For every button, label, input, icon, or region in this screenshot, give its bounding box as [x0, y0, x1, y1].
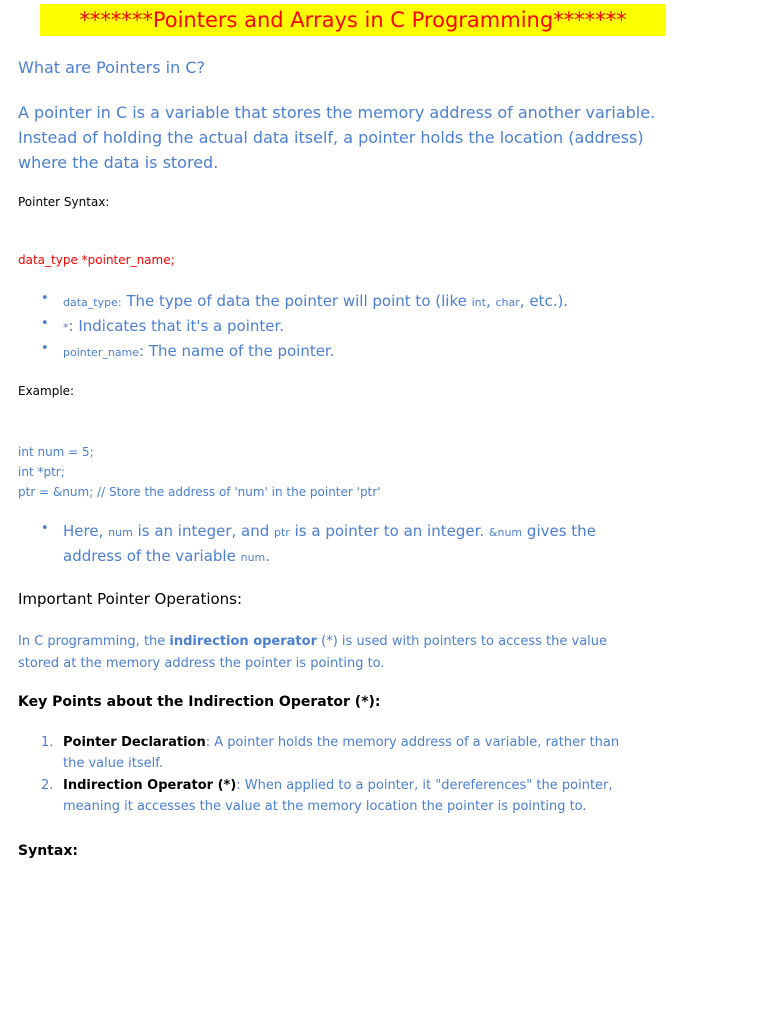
bullet-text: : The name of the pointer.: [139, 342, 335, 360]
key-points-heading: Key Points about the Indirection Operator (*):: [18, 694, 381, 710]
here-text: is a pointer to an integer.: [289, 522, 489, 540]
indirection-paragraph: [18, 631, 607, 675]
bullet-dot-icon: •: [41, 291, 49, 306]
code-line: int num = 5;: [18, 445, 94, 459]
numbered-item-1: [41, 735, 620, 750]
intro-line: where the data is stored.: [18, 153, 219, 172]
page-title: *******Pointers and Arrays in C Programming*******: [79, 8, 627, 32]
code-line: ptr = &num; // Store the address of 'num' in the pointer 'ptr': [18, 485, 381, 499]
example-label: Example:: [18, 384, 75, 398]
bullet-text-end: , etc.).: [519, 292, 569, 310]
here-text: is an integer, and: [132, 522, 275, 540]
code-ptr: ptr: [274, 526, 290, 539]
item-text: : A pointer holds the memory address of a variable, rather than: [205, 735, 620, 750]
bullet-pointer-name: [41, 341, 335, 360]
bullet-term: pointer_name: [63, 346, 140, 359]
here-text: .: [265, 547, 271, 565]
intro-line: Instead of holding the actual data itself, a pointer holds the location (address): [18, 128, 644, 147]
bullet-dot-icon: •: [41, 521, 49, 536]
code-int: int: [471, 296, 486, 309]
bullet-term: *: [63, 321, 69, 334]
para-bold-term: indirection operator: [169, 634, 317, 649]
para-text: (*) is used with pointers to access the value: [317, 634, 608, 649]
here-text: Here,: [63, 522, 109, 540]
bullet-asterisk: [41, 316, 285, 335]
paragraph-line: stored at the memory address the pointer is pointing to.: [18, 656, 385, 671]
bullet-text: : Indicates that it's a pointer.: [68, 317, 285, 335]
bullet-dot-icon: •: [41, 316, 49, 331]
pointer-syntax-label: Pointer Syntax:: [18, 195, 110, 209]
bullet-separator: :: [117, 296, 122, 309]
numbered-item-2: [41, 778, 613, 793]
numbered-item-1-continued: the value itself.: [63, 756, 163, 771]
bullet-comma: ,: [485, 292, 496, 310]
code-char: char: [495, 296, 520, 309]
here-text: address of the variable: [63, 547, 241, 565]
code-address-of-num: &num: [488, 526, 523, 539]
item-term: Indirection Operator (*): [63, 778, 237, 793]
example-code-block: [18, 442, 381, 502]
intro-line: A pointer in C is a variable that stores the memory address of another variable.: [18, 103, 656, 122]
section-heading-what-are-pointers: What are Pointers in C?: [18, 58, 205, 77]
list-number: 2.: [41, 778, 54, 793]
bullet-here-line2: [63, 546, 270, 565]
item-term: Pointer Declaration: [63, 735, 206, 750]
item-text: : When applied to a pointer, it "dereferences" the pointer,: [236, 778, 613, 793]
code-line: int *ptr;: [18, 465, 65, 479]
bullet-data-type: [41, 291, 569, 310]
code-num: num: [240, 551, 266, 564]
syntax-heading: Syntax:: [18, 843, 78, 859]
intro-paragraph: [18, 100, 655, 175]
here-text: gives the: [522, 522, 596, 540]
numbered-item-2-continued: meaning it accesses the value at the memory location the pointer is pointing to.: [63, 799, 587, 814]
pointer-syntax-code: data_type *pointer_name;: [18, 253, 175, 267]
important-operations-heading: Important Pointer Operations:: [18, 590, 243, 608]
bullet-text: The type of data the pointer will point to (like: [121, 292, 472, 310]
code-num: num: [108, 526, 133, 539]
para-text: In C programming, the: [18, 634, 170, 649]
bullet-here-line1: [41, 521, 596, 540]
list-number: 1.: [41, 735, 54, 750]
paragraph-line: [18, 631, 607, 653]
bullet-term: data_type: [63, 296, 118, 309]
bullet-dot-icon: •: [41, 341, 49, 356]
